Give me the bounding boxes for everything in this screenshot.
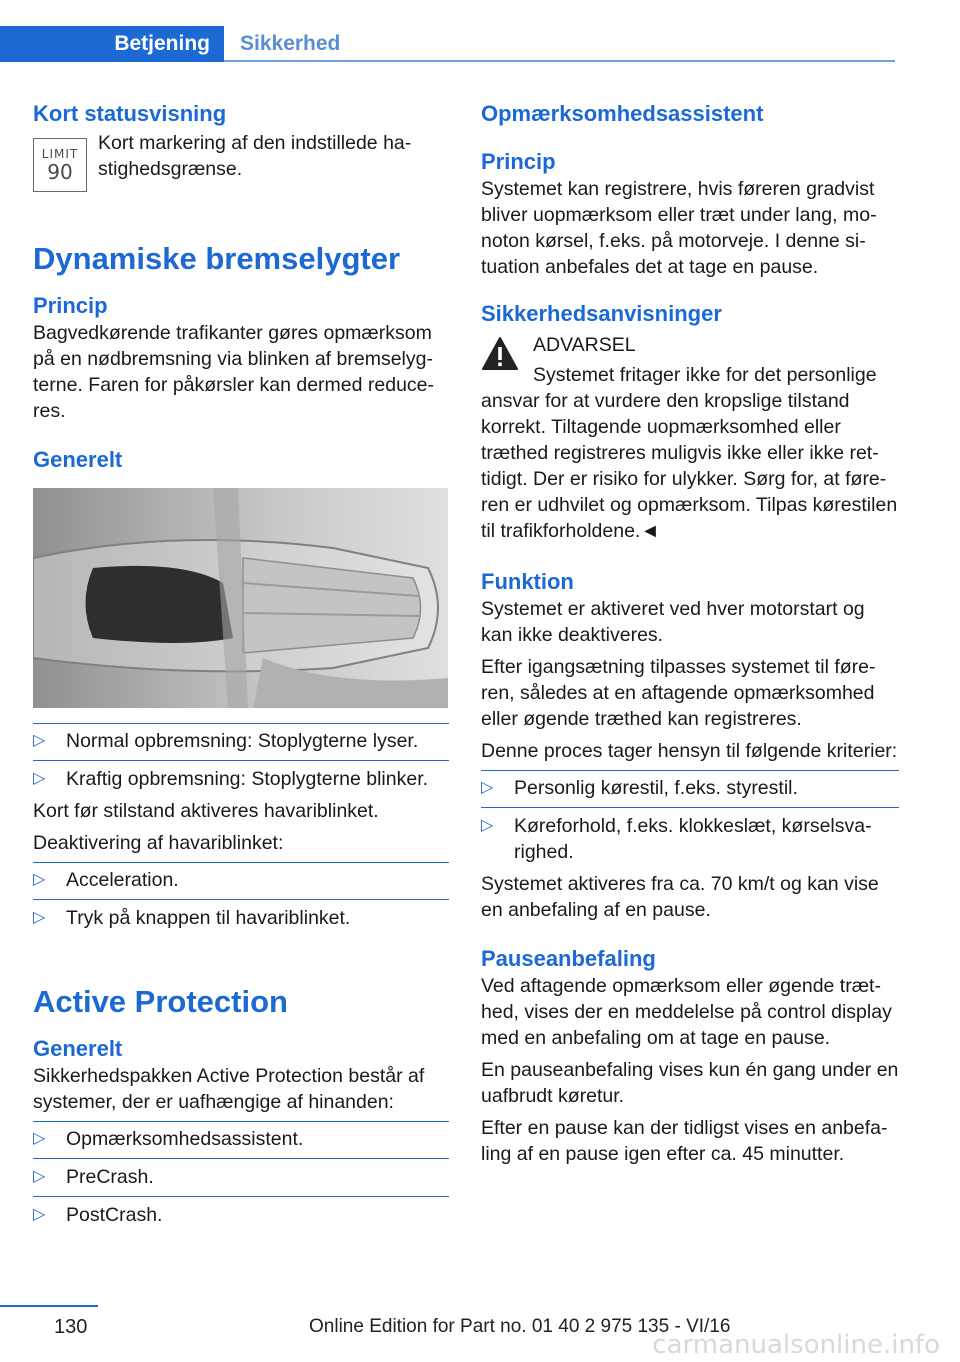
header-divider <box>224 60 895 62</box>
warning-label: ADVARSEL <box>533 334 636 356</box>
triangle-bullet-icon <box>33 905 45 931</box>
heading-princip: Princip <box>33 293 108 318</box>
heading-kort-statusvisning: Kort statusvisning <box>33 101 227 126</box>
list-item-text: Opmærksomhedsassistent. <box>66 1128 304 1150</box>
deactivation-text: Deaktivering af havariblinket: <box>33 832 284 854</box>
ap-list <box>33 1121 449 1228</box>
list-item <box>33 867 449 893</box>
hazard-text: Kort før stilstand aktiveres havariblinket. <box>33 800 379 822</box>
list-item-text: Normal opbremsning: Stoplygterne lyser. <box>66 730 419 752</box>
heading-generelt-ap: Generelt <box>33 1036 123 1061</box>
limit-icon-value: 90 <box>47 159 73 184</box>
funktion-p1: Systemet er aktiveret ved hver motorstart og kan ikke deaktiveres. <box>481 598 865 646</box>
pause-p1: Ved aftagende opmærksom eller øgende træthed, vises der en meddelelse på control display med en anbefaling om at tage en pause. <box>481 975 892 1049</box>
pause-p3: Efter en pause kan der tidligst vises en anbefaling af en pause igen efter ca. 45 minutter. <box>481 1117 888 1165</box>
warning-head <box>533 332 877 388</box>
brake-light-list <box>33 723 449 792</box>
triangle-bullet-icon <box>481 775 493 801</box>
list-item <box>33 1196 449 1228</box>
dyn-princip-text: Bagvedkørende trafikanter gøres opmærksom på en nødbremsning via blinken af bremselygterne. Faren for påkørsler kan dermed reduceres. <box>33 322 435 422</box>
triangle-bullet-icon <box>33 867 45 893</box>
list-item <box>33 1158 449 1190</box>
right-column <box>481 100 899 1167</box>
warning-text: ansvar for at vurdere den kropslige tilstand korrekt. Tiltagende uopmærksomhed eller træthed registreres muligvis ikke eller ikke rettidigt. Der er risiko for ulykker. Sørg for, at føreren er udhvilet og opmærksom. Tilpas kørestilen til trafikforholdene.◄ <box>481 390 898 542</box>
triangle-bullet-icon <box>33 1202 45 1228</box>
warning-text-first: Systemet fritager ikke for det personlige <box>533 364 877 386</box>
list-item-text: Acceleration. <box>66 869 179 891</box>
heading-pauseanbefaling: Pauseanbefaling <box>481 946 656 971</box>
online-edition-text: Online Edition for Part no. 01 40 2 975 135 - VI/16 <box>309 1316 731 1337</box>
chapter-header <box>0 26 895 62</box>
list-item <box>33 1126 449 1152</box>
tab-sikkerhed[interactable]: Sikkerhed <box>240 32 341 55</box>
heading-sikkerhedsanvisninger: Sikkerhedsanvisninger <box>481 301 722 326</box>
princip-text: Systemet kan registrere, hvis føreren gradvist bliver uopmærksom eller træt under lang, monoton kørsel, f.eks. på motorveje. I denne situation anbefales det at tage en pause. <box>481 178 877 278</box>
list-item-text: PostCrash. <box>66 1204 163 1226</box>
left-column <box>33 100 449 1234</box>
footer-divider <box>0 1305 98 1307</box>
criteria-list <box>481 770 899 865</box>
watermark: carmanualsonline.info <box>652 1330 940 1360</box>
list-item-text: Tryk på knappen til havariblinket. <box>66 907 351 929</box>
list-item-text: Køreforhold, f.eks. klokkeslæt, kørselsvarighed. <box>514 815 872 863</box>
funktion-p2: Efter igangsætning tilpasses systemet til føreren, således at en aftagende opmærksomhed eller øgende træthed kan registreres. <box>481 656 876 730</box>
speed-limit-icon <box>33 138 87 192</box>
limit-row <box>33 132 449 192</box>
list-item-text: PreCrash. <box>66 1166 154 1188</box>
list-item <box>481 775 899 801</box>
triangle-bullet-icon <box>33 728 45 754</box>
tab-betjening[interactable]: Betjening <box>0 26 224 62</box>
ap-text: Sikkerhedspakken Active Protection består af systemer, der er uafhængige af hinanden: <box>33 1065 425 1113</box>
triangle-bullet-icon <box>481 813 493 839</box>
list-item <box>33 728 449 754</box>
list-item <box>33 760 449 792</box>
triangle-bullet-icon <box>33 766 45 792</box>
list-item <box>33 899 449 931</box>
funktion-p4: Systemet aktiveres fra ca. 70 km/t og kan vise en anbefaling af en pause. <box>481 873 879 921</box>
heading-active-protection: Active Protection <box>33 984 288 1019</box>
page-number: 130 <box>54 1316 88 1338</box>
list-item <box>481 807 899 865</box>
heading-opmaerksomhedsassistent: Opmærksomhedsassistent <box>481 101 764 126</box>
deactivation-list <box>33 862 449 931</box>
funktion-p3: Denne proces tager hensyn til følgende kriterier: <box>481 740 898 762</box>
list-item-text: Personlig kørestil, f.eks. styrestil. <box>514 777 798 799</box>
heading-dynamiske-bremselygter: Dynamiske bremselygter <box>33 241 401 276</box>
warning-block <box>481 332 899 388</box>
pause-p2: En pauseanbefaling vises kun én gang under en uafbrudt køretur. <box>481 1059 899 1107</box>
warning-triangle-icon <box>481 336 519 372</box>
limit-icon-text: LIMIT <box>41 146 79 161</box>
brake-light-image <box>33 488 448 708</box>
kort-status-text: Kort markering af den indstillede hastighedsgrænse. <box>98 132 412 180</box>
heading-princip-right: Princip <box>481 149 556 174</box>
list-item-text: Kraftig opbremsning: Stoplygterne blinker. <box>66 768 429 790</box>
triangle-bullet-icon <box>33 1164 45 1190</box>
heading-funktion: Funktion <box>481 569 574 594</box>
heading-generelt: Generelt <box>33 447 123 472</box>
triangle-bullet-icon <box>33 1126 45 1152</box>
